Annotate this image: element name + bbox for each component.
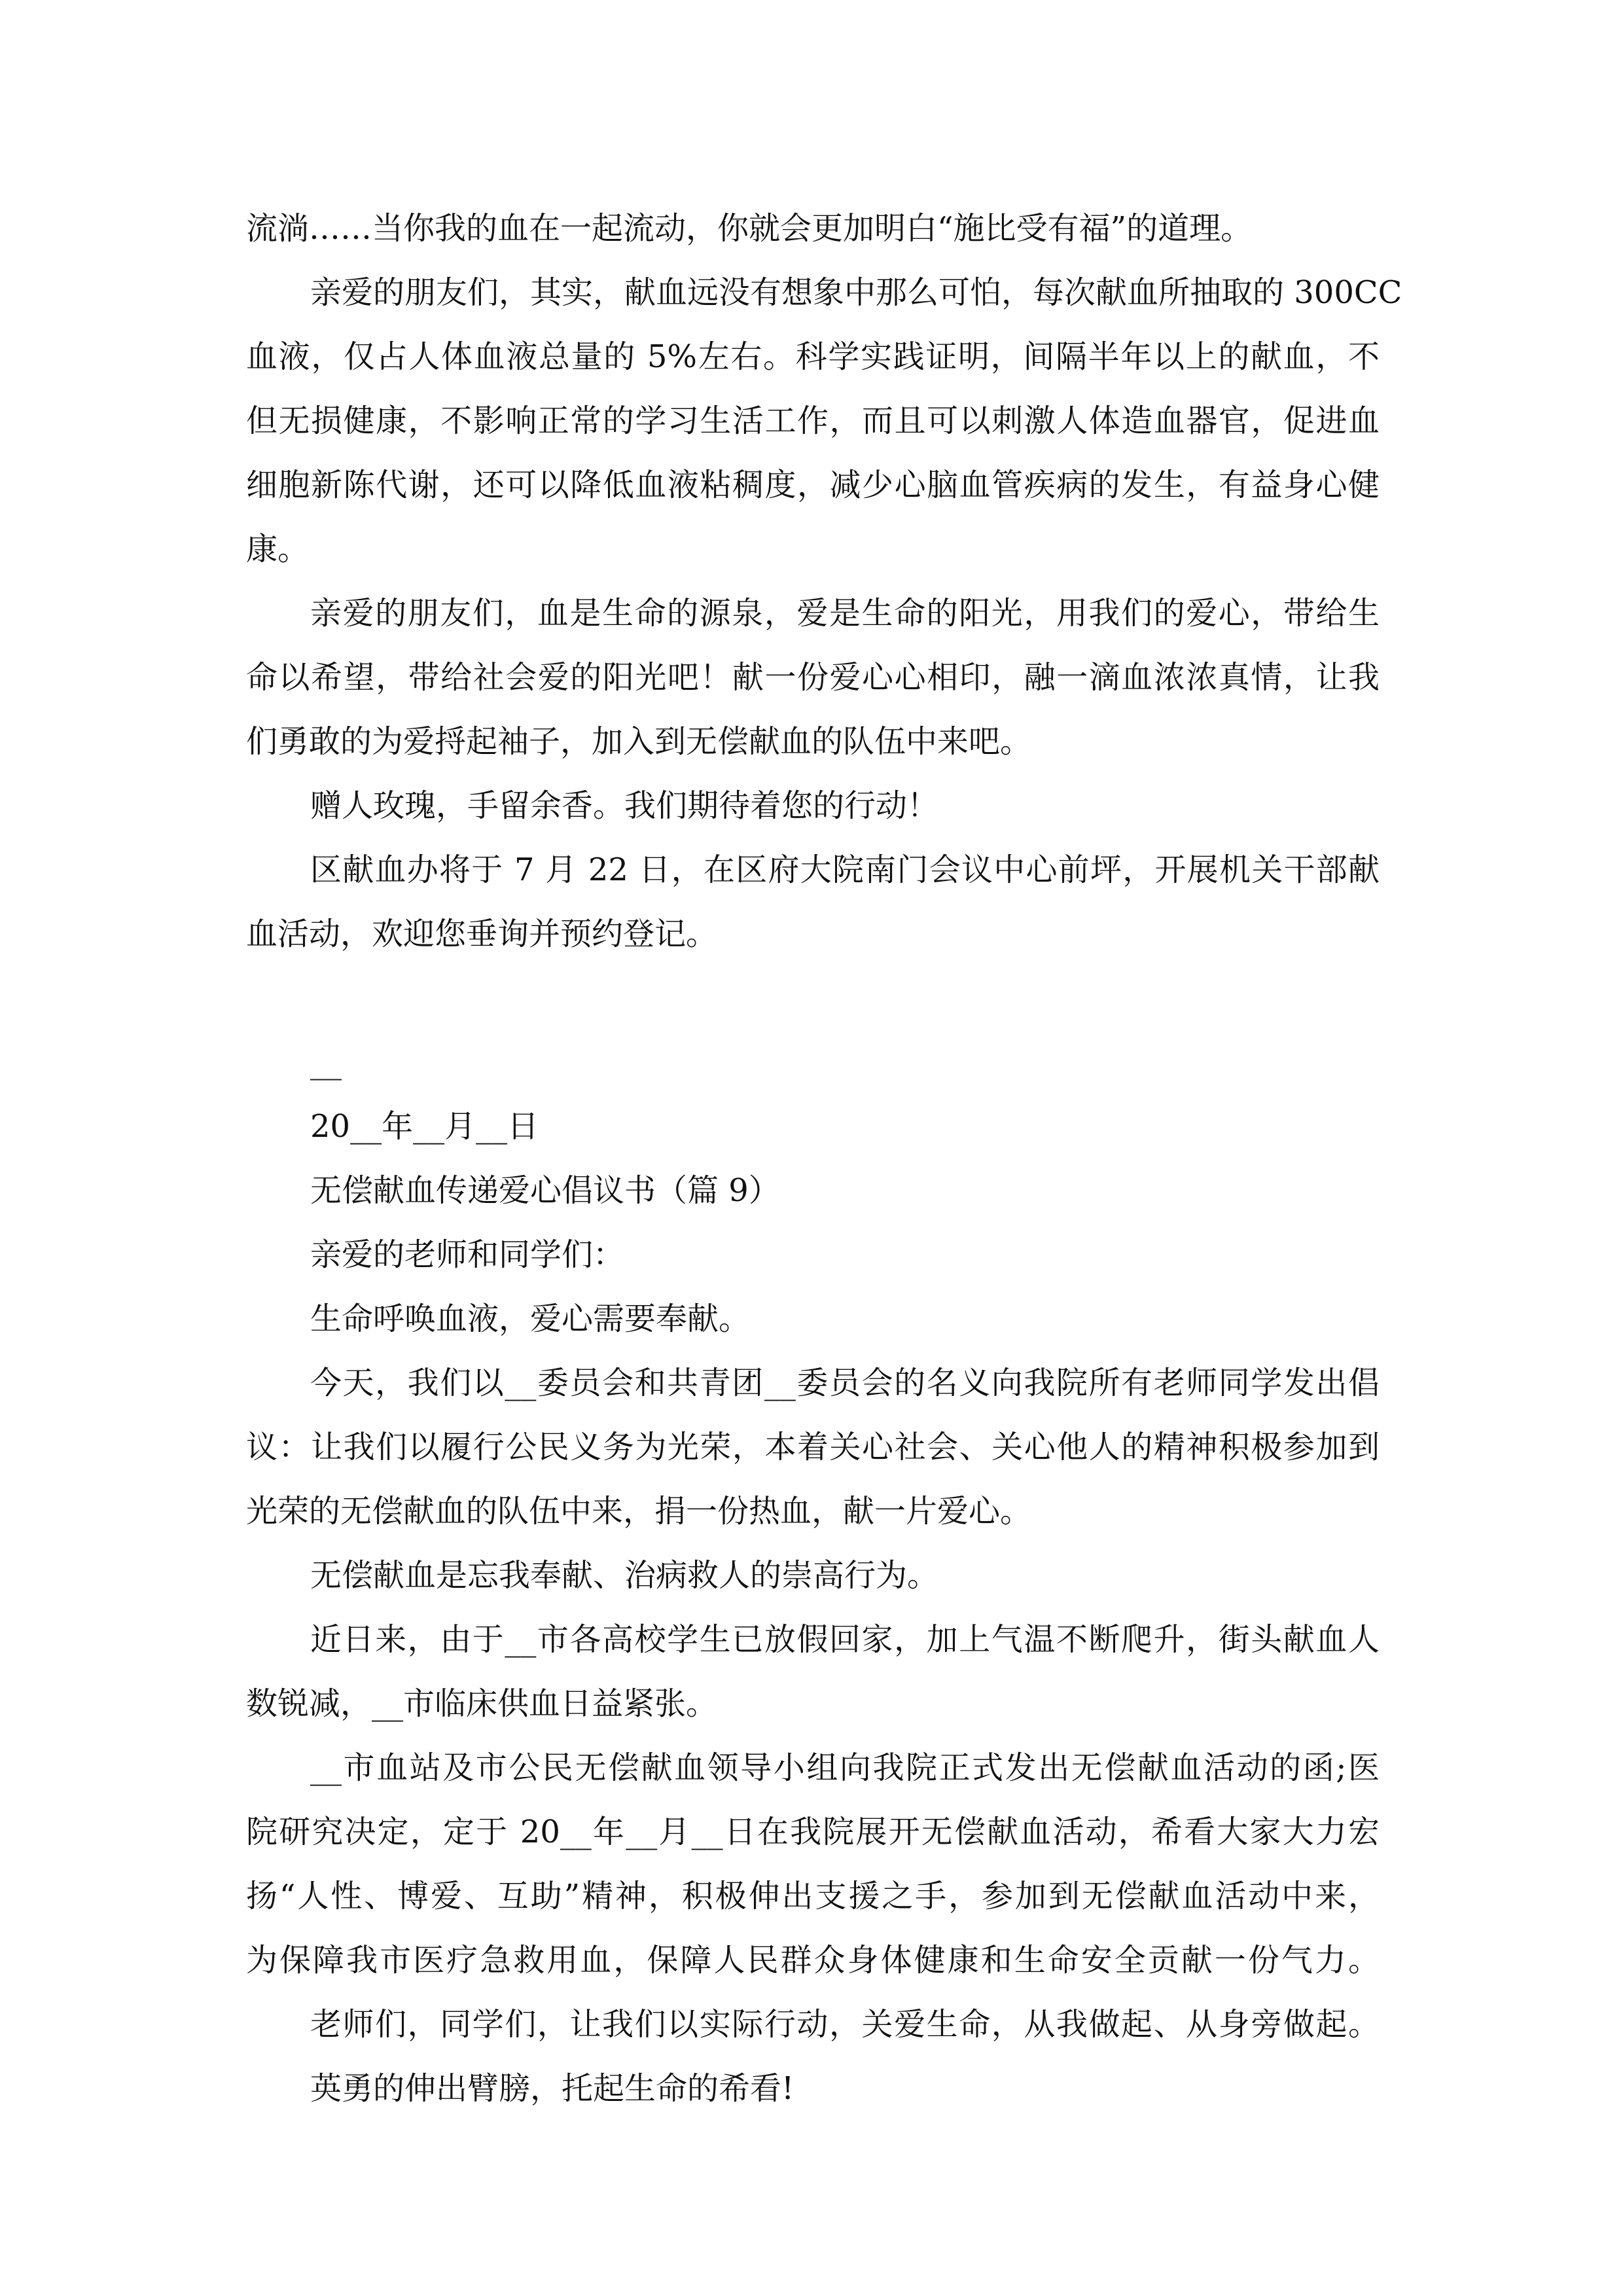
text-line: 英勇的伸出臂膀，托起生命的希看! (310, 2070, 794, 2107)
text-line: 但无损健康，不影响正常的学习生活工作，而且可以刺激人体造血器官，促进血 (246, 403, 1380, 439)
text-line: 老师们，同学们，让我们以实际行动，关爱生命，从我做起、从身旁做起。 (310, 2006, 1380, 2043)
text-line: 今天，我们以__委员会和共青团__委员会的名义向我院所有老师同学发出倡 (310, 1365, 1380, 1401)
document-page (246, 196, 1402, 2121)
text-line: 血液，仅占人体血液总量的 5%左右。科学实践证明，间隔半年以上的献血，不 (246, 338, 1380, 375)
text-line: 们勇敢的为爱捋起袖子，加入到无偿献血的队伍中来吧。 (246, 723, 1032, 760)
text-line: 院研究决定，定于 20__年__月__日在我院展开无偿献血活动，希看大家大力宏 (246, 1814, 1380, 1850)
signature-placeholder: __ (310, 1044, 342, 1081)
text-line: 区献血办将于 7 月 22 日，在区府大院南门会议中心前坪，开展机关干部献 (310, 852, 1380, 888)
text-line: 扬“人性、博爱、互助”精神，积极伸出支援之手，参加到无偿献血活动中来， (246, 1878, 1380, 1914)
blank-line (246, 966, 1380, 1030)
text-line: 数锐减，__市临床供血日益紧张。 (246, 1685, 718, 1722)
text-line: 亲爱的朋友们，血是生命的源泉，爱是生命的阳光，用我们的爱心，带给生 (310, 595, 1380, 632)
text-line: __市血站及市公民无偿献血领导小组向我院正式发出无偿献血活动的函;医 (310, 1749, 1380, 1786)
text-line: 无偿献血是忘我奉献、治病救人的崇高行为。 (310, 1557, 939, 1594)
salutation: 亲爱的老师和同学们： (310, 1236, 625, 1273)
text-line: 生命呼唤血液，爱心需要奉献。 (310, 1300, 751, 1337)
text-line: 血活动，欢迎您垂询并预约登记。 (246, 916, 718, 952)
date-line: 20__年__月__日 (310, 1108, 539, 1145)
text-line: 亲爱的朋友们，其实，献血远没有想象中那么可怕，每次献血所抽取的 300CC (310, 274, 1402, 311)
text-line: 光荣的无偿献血的队伍中来，捐一份热血，献一片爱心。 (246, 1493, 1032, 1530)
text-line: 细胞新陈代谢，还可以降低血液粘稠度，减少心脑血管疾病的发生，有益身心健 (246, 467, 1380, 503)
text-line: 近日来，由于__市各高校学生已放假回家，加上气温不断爬升，街头献血人 (310, 1621, 1380, 1658)
text-line: 议：让我们以履行公民义务为光荣，本着关心社会、关心他人的精神积极参加到 (246, 1429, 1380, 1465)
text-line: 命以希望，带给社会爱的阳光吧！献一份爱心心相印，融一滴血浓浓真情，让我 (246, 659, 1380, 696)
section-title: 无偿献血传递爱心倡议书（篇 9） (310, 1172, 780, 1209)
text-line: 康。 (246, 531, 310, 567)
text-line: 为保障我市医疗急救用血，保障人民群众身体健康和生命安全贡献一份气力。 (246, 1942, 1380, 1979)
text-line: 流淌……当你我的血在一起流动，你就会更加明白“施比受有福”的道理。 (246, 210, 1253, 247)
text-line: 赠人玫瑰，手留余香。我们期待着您的行动！ (310, 787, 939, 824)
